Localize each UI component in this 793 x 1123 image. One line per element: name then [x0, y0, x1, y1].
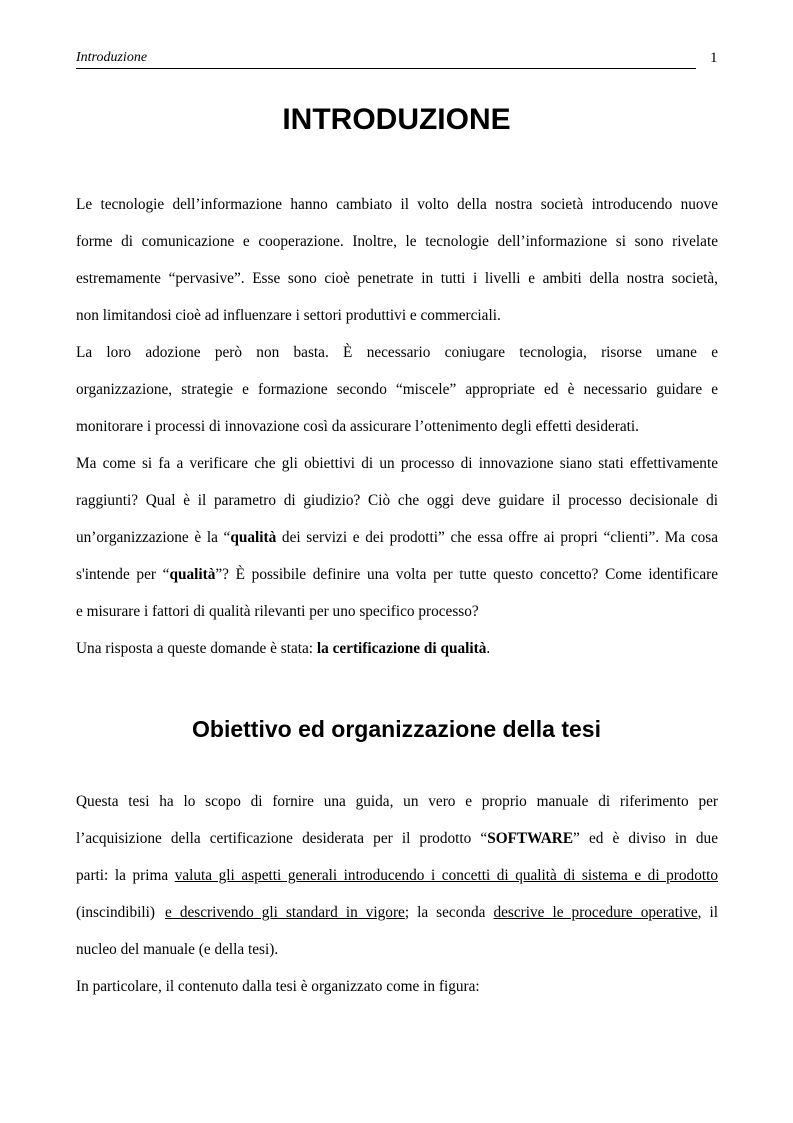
bold-certification: la certificazione di qualità [316, 640, 487, 657]
bold-software: SOFTWARE [487, 830, 574, 847]
intro-paragraph-1 [76, 186, 718, 334]
text-line [76, 857, 718, 894]
text-run: l’acquisizione della certificazione desiderata per il prodotto “ [76, 830, 488, 847]
section-title: Obiettivo ed organizzazione della tesi [192, 716, 601, 742]
intro-paragraph-3 [76, 445, 718, 630]
text-line: organizzazione, strategie e formazione secondo “miscele” appropriate ed è necessario guidare e [76, 381, 718, 398]
underlined-phrase: e descrivendo gli standard in vigore [165, 904, 405, 921]
intro-text [76, 186, 718, 667]
text-run: ” ed è diviso in due [573, 830, 718, 847]
text-run: (inscindibili) [76, 904, 156, 921]
page-title: INTRODUZIONE [282, 103, 511, 136]
header-title: Introduzione [76, 50, 148, 65]
text-run: un’organizzazione è la “ [76, 529, 231, 546]
text-line: e misurare i fattori di qualità rilevanti per uno specifico processo? [76, 603, 479, 620]
text-line [76, 630, 718, 667]
running-header [76, 48, 696, 69]
text-line: nucleo del manuale (e della tesi). [76, 941, 279, 958]
text-line [76, 820, 718, 857]
text-line: In particolare, il contenuto dalla tesi è organizzato come in figura: [76, 978, 480, 995]
section-text [76, 783, 718, 1005]
text-line: raggiunti? Qual è il parametro di giudizio? Ciò che oggi deve guidare il processo decisionale di [76, 492, 718, 509]
text-line: Questa tesi ha lo scopo di fornire una guida, un vero e proprio manuale di riferimento per [76, 793, 718, 810]
text-line: forme di comunicazione e cooperazione. Inoltre, le tecnologie dell’informazione si sono rivelate [76, 233, 718, 250]
intro-paragraph-2 [76, 334, 718, 445]
bold-term-qualita: qualità [230, 529, 277, 546]
text-line [76, 556, 718, 593]
bold-term-qualita: qualità [169, 566, 216, 583]
text-line: monitorare i processi di innovazione così da assicurare l’ottenimento degli effetti desiderati. [76, 418, 639, 435]
text-line: La loro adozione però non basta. È necessario coniugare tecnologia, risorse umane e [76, 344, 718, 361]
text-run: dei servizi e dei prodotti” che essa offre ai propri “clienti”. Ma cosa [276, 529, 718, 546]
underlined-phrase: descrive le procedure operative [493, 904, 698, 921]
text-run: . [486, 640, 491, 657]
text-line: estremamente “pervasive”. Esse sono cioè penetrate in tutti i livelli e ambiti della nostra società, [76, 270, 718, 287]
text-line [76, 519, 718, 556]
text-line: Ma come si fa a verificare che gli obiettivi di un processo di innovazione siano stati effettivamente [76, 455, 718, 472]
text-run: ”? È possibile definire una volta per tutte questo concetto? Come identificare [215, 566, 718, 583]
page-number: 1 [710, 50, 718, 66]
text-line [76, 894, 718, 931]
text-run: s'intende per “ [76, 566, 170, 583]
text-run: , il [697, 904, 718, 921]
text-line: non limitandosi cioè ad influenzare i settori produttivi e commerciali. [76, 307, 501, 324]
text-run: ; la seconda [404, 904, 494, 921]
text-line: Le tecnologie dell’informazione hanno cambiato il volto della nostra società introducendo nuove [76, 196, 718, 213]
underlined-phrase: valuta gli aspetti generali introducendo i concetti di qualità di sistema e di prodotto [174, 867, 718, 884]
text-run: parti: la prima [76, 867, 175, 884]
intro-paragraph-4 [76, 630, 718, 667]
text-run: Una risposta a queste domande è stata: [76, 640, 317, 657]
